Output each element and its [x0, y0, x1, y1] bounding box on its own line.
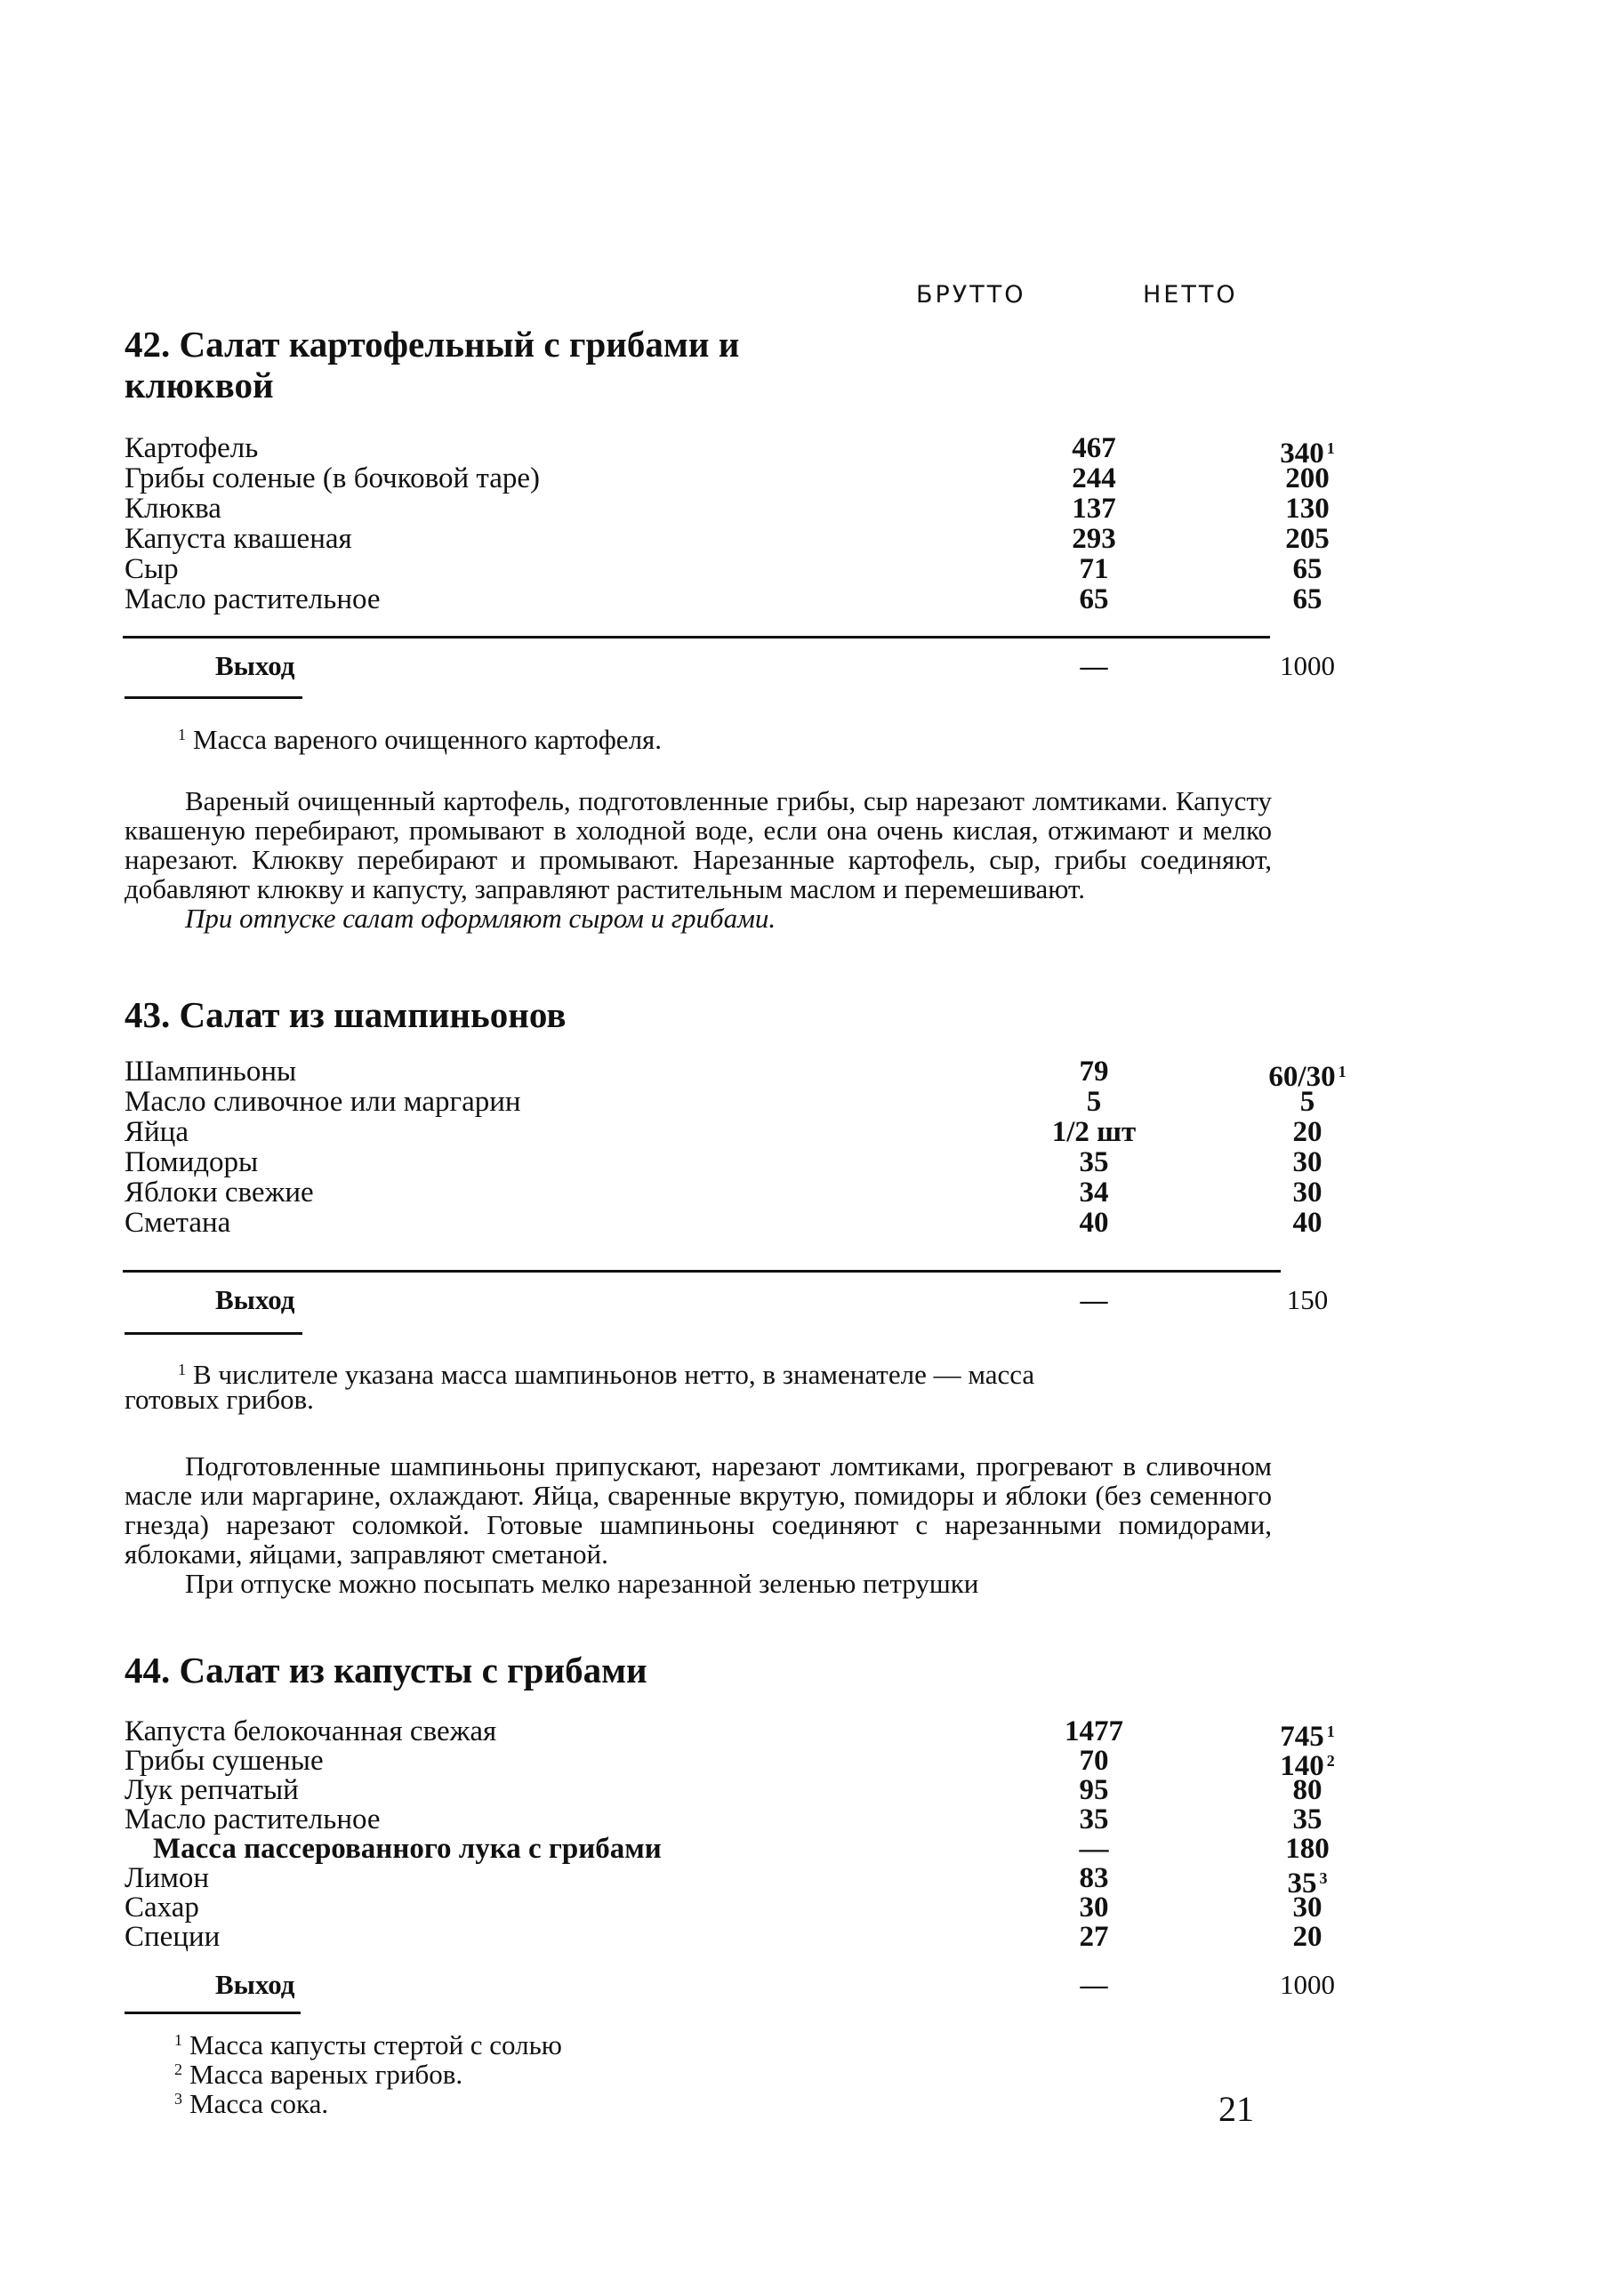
yield-brutto: —: [1080, 650, 1108, 681]
ingredient-netto: 140: [1280, 1750, 1324, 1782]
serving-note: При отпуске можно посыпать мелко нарезанной зеленью петрушки: [185, 1568, 979, 1599]
ingredient-brutto: 293: [1072, 523, 1116, 555]
yield-brutto: —: [1080, 1284, 1108, 1315]
ingredient-name: Масло растительное: [125, 583, 381, 615]
ingredient-brutto: 244: [1072, 462, 1116, 494]
ingredient-brutto: 1477: [1065, 1715, 1123, 1747]
footnote-rule: [125, 2012, 301, 2014]
ingredient-netto: 30: [1292, 1146, 1323, 1178]
recipe-42-method: [125, 786, 1272, 933]
footnote-mark: 1: [1338, 1063, 1347, 1080]
yield-label: Выход: [215, 1284, 295, 1315]
ingredient-netto: 30: [1292, 1177, 1323, 1209]
ingredient-brutto: 30: [1079, 1891, 1109, 1924]
ingredient-row-subtotal: [125, 1833, 1330, 1865]
ingredient-row: [125, 1921, 1323, 1953]
footnote-text: В числителе указана масса шампиньонов нетто, в знаменателе — масса: [193, 1359, 1035, 1390]
ingredient-brutto: 35: [1079, 1146, 1109, 1178]
ingredient-row: [125, 1086, 1315, 1118]
footnote-mark: 2: [1326, 1752, 1335, 1770]
footnote-mark: 1: [178, 1361, 186, 1378]
page-number: 21: [1218, 2089, 1254, 2129]
ingredient-name: Капуста квашеная: [125, 523, 352, 555]
footnote-mark: 1: [1326, 1723, 1335, 1740]
recipe-44-title: 44. Салат из капусты с грибами: [125, 1650, 647, 1691]
ingredient-netto: 60/30: [1268, 1061, 1336, 1093]
footnote-continuation: готовых грибов.: [125, 1384, 314, 1415]
yield-label: Выход: [215, 1969, 295, 2000]
yield-row: [125, 1969, 1335, 2001]
ingredient-brutto: —: [1079, 1833, 1109, 1865]
recipe-43-method: [125, 1451, 1272, 1598]
ingredient-netto: 745: [1280, 1721, 1324, 1753]
footnote-text: Масса вареного очищенного картофеля.: [193, 724, 663, 755]
ingredient-netto: 20: [1292, 1116, 1323, 1148]
ingredient-brutto: 35: [1079, 1803, 1109, 1835]
ingredient-brutto: 79: [1079, 1056, 1109, 1088]
footnote-text: Масса вареных грибов.: [189, 2059, 463, 2090]
ingredient-netto: 65: [1292, 553, 1323, 585]
ingredient-name: Картофель: [125, 432, 259, 464]
footnote: [178, 720, 662, 754]
serving-note: При отпуске салат оформляют сыром и грибами.: [185, 903, 776, 934]
footnote-text: Масса сока.: [189, 2088, 329, 2119]
ingredient-brutto: 71: [1079, 553, 1109, 585]
ingredient-netto: 200: [1285, 462, 1330, 494]
table-rule: [123, 636, 1270, 639]
ingredient-netto: 205: [1285, 523, 1330, 555]
ingredient-brutto: 467: [1072, 432, 1116, 464]
yield-row: [125, 1284, 1329, 1316]
ingredient-row: [125, 493, 1330, 525]
table-rule: [123, 1270, 1281, 1273]
ingredient-row: [125, 1146, 1323, 1178]
recipe-42-title-line2: клюквой: [125, 365, 274, 406]
ingredient-brutto: 83: [1079, 1862, 1109, 1894]
ingredient-netto: 35: [1287, 1867, 1317, 1899]
ingredient-brutto: 27: [1079, 1921, 1109, 1953]
ingredient-name: Шампиньоны: [125, 1056, 297, 1088]
ingredient-netto: 5: [1299, 1086, 1315, 1118]
ingredient-row: [125, 1177, 1323, 1209]
footnote-rule: [125, 696, 302, 699]
ingredient-name: Масло сливочное или маргарин: [125, 1086, 521, 1118]
yield-row: [125, 650, 1335, 682]
ingredient-name: Яйца: [125, 1116, 189, 1148]
ingredient-brutto: 95: [1079, 1774, 1109, 1806]
ingredient-row: [125, 1891, 1323, 1924]
footnote-mark: 3: [174, 2090, 182, 2108]
footnote-rule: [125, 1332, 302, 1335]
footnote-mark: 1: [1326, 439, 1335, 457]
ingredient-netto: 180: [1285, 1833, 1330, 1865]
ingredient-netto: 20: [1292, 1921, 1323, 1953]
yield-netto: 150: [1286, 1284, 1329, 1315]
ingredient-name: Грибы сушеные: [125, 1745, 324, 1777]
recipe-43-title: 43. Салат из шампиньонов: [125, 994, 567, 1035]
ingredient-netto: 40: [1292, 1207, 1323, 1239]
ingredient-row: [125, 1116, 1323, 1148]
ingredient-name: Специи: [125, 1921, 221, 1953]
yield-netto: 1000: [1280, 1969, 1335, 2000]
ingredient-name: Лимон: [125, 1862, 210, 1894]
ingredient-name: Масса пассерованного лука с грибами: [153, 1833, 662, 1865]
ingredient-row: [125, 1862, 1328, 1899]
ingredient-brutto: 34: [1079, 1177, 1109, 1209]
ingredient-name: Сметана: [125, 1207, 231, 1239]
ingredient-name: Помидоры: [125, 1146, 259, 1178]
ingredient-netto: 130: [1285, 493, 1330, 525]
ingredient-netto: 65: [1292, 583, 1323, 615]
footnote-text: Масса капусты стертой с солью: [189, 2029, 562, 2060]
footnote-mark: 2: [174, 2060, 182, 2078]
ingredient-name: Сахар: [125, 1891, 199, 1924]
ingredient-name: Сыр: [125, 553, 179, 585]
method-paragraph: Подготовленные шампиньоны припускают, нарезают ломтиками, прогревают в сливочном масле или маргарине, охлаждают. Яйца, сваренные вкрутую, помидоры и яблоки (без семенного гнезда) нарезают соломкой. Готовые шампиньоны соединяют с нарезанными помидорами, яблоками, яйцами, заправляют сметаной.: [125, 1450, 1272, 1570]
ingredient-row: [125, 553, 1323, 585]
ingredient-row: [125, 1774, 1323, 1806]
ingredient-row: [125, 1056, 1347, 1093]
ingredient-name: Капуста белокочанная свежая: [125, 1715, 497, 1747]
yield-brutto: —: [1080, 1969, 1108, 2000]
footnote-mark: 3: [1319, 1869, 1328, 1887]
ingredient-netto: 30: [1292, 1891, 1323, 1924]
ingredient-brutto: 65: [1079, 583, 1109, 615]
method-paragraph: Вареный очищенный картофель, подготовленные грибы, сыр нарезают ломтиками. Капусту квашеную перебирают, промывают в холодной воде, если она очень кислая, отжимают и мелко нарезают. Клюкву перебирают и промывают. Нарезанные картофель, сыр, грибы соединяют, добавляют клюкву и капусту, заправляют растительным маслом и перемешивают.: [125, 785, 1272, 904]
column-header-netto: НЕТТО: [1143, 281, 1238, 309]
ingredient-row: [125, 462, 1330, 494]
ingredient-row: [125, 583, 1323, 615]
ingredient-name: Масло растительное: [125, 1803, 381, 1835]
ingredient-brutto: 40: [1079, 1207, 1109, 1239]
ingredient-netto: 340: [1280, 438, 1324, 470]
ingredient-row: [125, 1207, 1323, 1239]
ingredient-netto: 80: [1292, 1774, 1323, 1806]
ingredient-brutto: 1/2 шт: [1051, 1116, 1137, 1148]
ingredient-name: Лук репчатый: [125, 1774, 299, 1806]
ingredient-row: [125, 1803, 1323, 1835]
ingredient-name: Яблоки свежие: [125, 1177, 314, 1209]
ingredient-brutto: 5: [1086, 1086, 1102, 1118]
ingredient-row: [125, 523, 1330, 555]
ingredient-netto: 35: [1292, 1803, 1323, 1835]
footnote-mark: 1: [178, 726, 186, 743]
recipe-42-title-line1: 42. Салат картофельный с грибами и: [125, 324, 740, 365]
ingredient-brutto: 137: [1072, 493, 1116, 525]
footnote-mark: 1: [174, 2031, 182, 2049]
ingredient-row: [125, 1745, 1335, 1782]
ingredient-name: Клюква: [125, 493, 221, 525]
footnote: [174, 2084, 328, 2118]
ingredient-name: Грибы соленые (в бочковой таре): [125, 462, 541, 494]
ingredient-brutto: 70: [1079, 1745, 1109, 1777]
ingredient-row: [125, 1715, 1335, 1753]
column-header-brutto: БРУТТО: [916, 281, 1026, 309]
yield-netto: 1000: [1280, 650, 1335, 681]
yield-label: Выход: [215, 650, 295, 681]
ingredient-row: [125, 432, 1335, 470]
